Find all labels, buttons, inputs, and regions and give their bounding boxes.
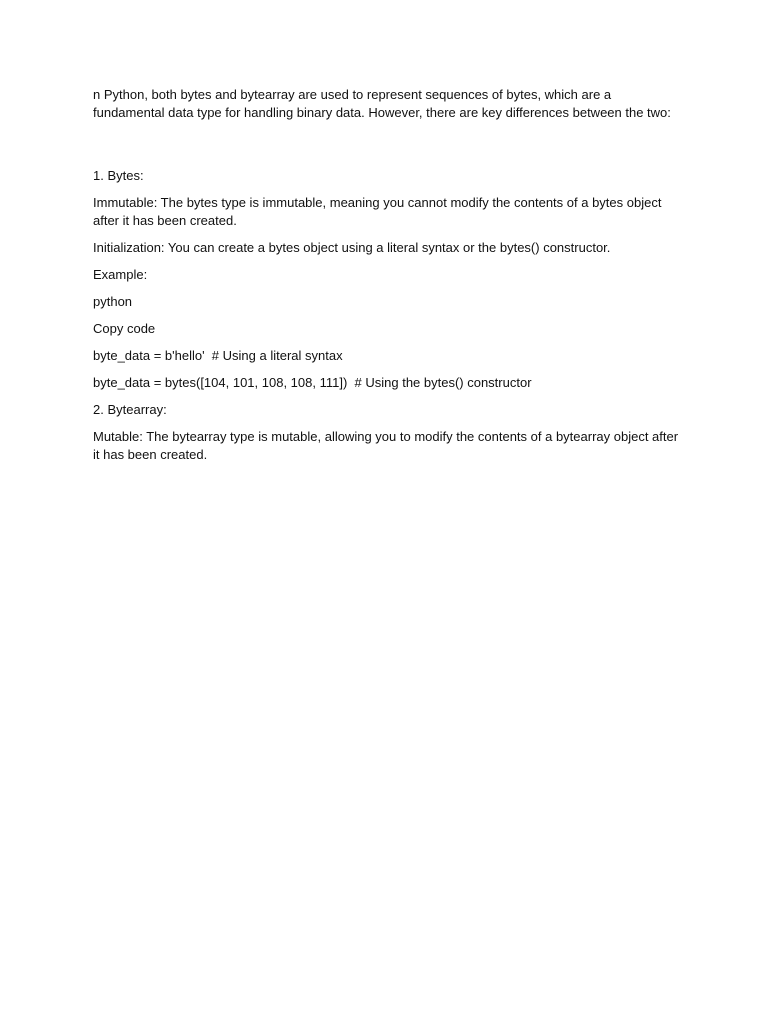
bytes-immutable-paragraph: Immutable: The bytes type is immutable, meaning you cannot modify the contents of a bytes object after it has been created. (93, 195, 666, 228)
blank-space (93, 131, 683, 167)
intro-paragraph: n Python, both bytes and bytearray are used to represent sequences of bytes, which are a fundamental data type for handling binary data. However, there are key differences between the two: (93, 87, 671, 120)
section-heading-bytes: 1. Bytes: (93, 168, 144, 183)
bytearray-mutable-paragraph: Mutable: The bytearray type is mutable, allowing you to modify the contents of a bytearray object after it has been created. (93, 429, 682, 462)
section-heading-bytearray: 2. Bytearray: (93, 402, 167, 417)
code-language-label: python (93, 294, 133, 309)
copy-code-label: Copy code (93, 321, 156, 336)
document-page (93, 86, 683, 473)
bytes-initialization-paragraph: Initialization: You can create a bytes object using a literal syntax or the bytes() constructor. (93, 240, 611, 255)
example-label: Example: (93, 267, 148, 282)
code-line-1: byte_data = b'hello' # Using a literal syntax (93, 348, 343, 363)
code-line-2: byte_data = bytes([104, 101, 108, 108, 111]) # Using the bytes() constructor (93, 375, 532, 390)
